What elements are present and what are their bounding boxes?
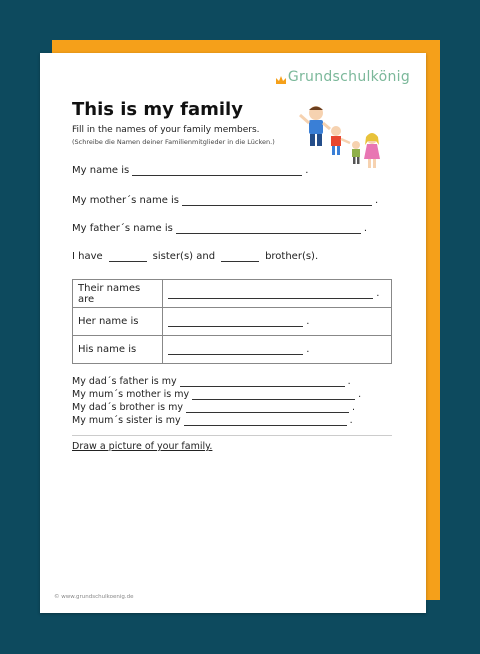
table-label: Her name is <box>73 308 163 336</box>
period: . <box>375 195 379 206</box>
instructions-german: (Schreibe die Namen deiner Familienmitglieder in die Lücken.) <box>72 138 275 146</box>
relative-row <box>72 415 353 426</box>
brothers-label: brother(s). <box>265 251 319 262</box>
relative-label: My dad´s brother is my <box>72 402 183 413</box>
relative-blank[interactable] <box>180 377 345 387</box>
worksheet-page <box>40 53 426 613</box>
father-name-label: My father´s name is <box>72 223 173 234</box>
relative-blank[interactable] <box>192 390 355 400</box>
table-row <box>73 308 392 336</box>
mother-name-label: My mother´s name is <box>72 195 180 206</box>
mother-name-row <box>72 195 378 206</box>
sibling-names-table <box>72 279 392 364</box>
instructions: Fill in the names of your family members. <box>72 125 260 135</box>
sisters-label: sister(s) and <box>152 251 216 262</box>
table-row <box>73 336 392 364</box>
my-name-row <box>72 165 308 176</box>
my-name-blank[interactable] <box>132 166 302 176</box>
relative-blank[interactable] <box>184 416 347 426</box>
table-label: His name is <box>73 336 163 364</box>
page-title: This is my family <box>72 99 243 120</box>
period: . <box>376 288 380 299</box>
father-name-row <box>72 223 367 234</box>
my-name-label: My name is <box>72 165 130 176</box>
her-name-blank[interactable] <box>168 317 303 327</box>
period: . <box>349 415 353 426</box>
family-illustration <box>292 101 382 173</box>
table-answer <box>163 308 392 336</box>
their-names-blank[interactable] <box>168 289 373 299</box>
table-label: Their names are <box>73 280 163 308</box>
relative-row <box>72 402 355 413</box>
table-answer <box>163 280 392 308</box>
sisters-count-blank[interactable] <box>109 252 147 262</box>
period: . <box>347 376 351 387</box>
father-name-blank[interactable] <box>176 224 361 234</box>
relative-label: My mum´s sister is my <box>72 415 181 426</box>
mother-name-blank[interactable] <box>182 196 372 206</box>
period: . <box>306 344 310 355</box>
brand-logo <box>275 69 410 85</box>
logo-text: Grundschulkönig <box>287 69 410 85</box>
siblings-row <box>72 251 318 262</box>
crown-icon <box>275 75 287 85</box>
period: . <box>358 389 362 400</box>
relative-row <box>72 376 351 387</box>
footer-copyright: © www.grundschulkoenig.de <box>54 594 134 600</box>
period: . <box>351 402 356 413</box>
relative-label: My mum´s mother is my <box>72 389 190 400</box>
period: . <box>305 165 309 176</box>
table-answer <box>163 336 392 364</box>
period: . <box>306 316 310 327</box>
relative-blank[interactable] <box>186 403 349 413</box>
i-have-label: I have <box>72 251 103 262</box>
divider <box>72 435 392 436</box>
his-name-blank[interactable] <box>168 345 303 355</box>
brothers-count-blank[interactable] <box>221 252 259 262</box>
table-row <box>73 280 392 308</box>
draw-instruction: Draw a picture of your family. <box>72 441 213 452</box>
relative-label: My dad´s father is my <box>72 376 177 387</box>
relative-row <box>72 389 361 400</box>
period: . <box>363 223 367 234</box>
